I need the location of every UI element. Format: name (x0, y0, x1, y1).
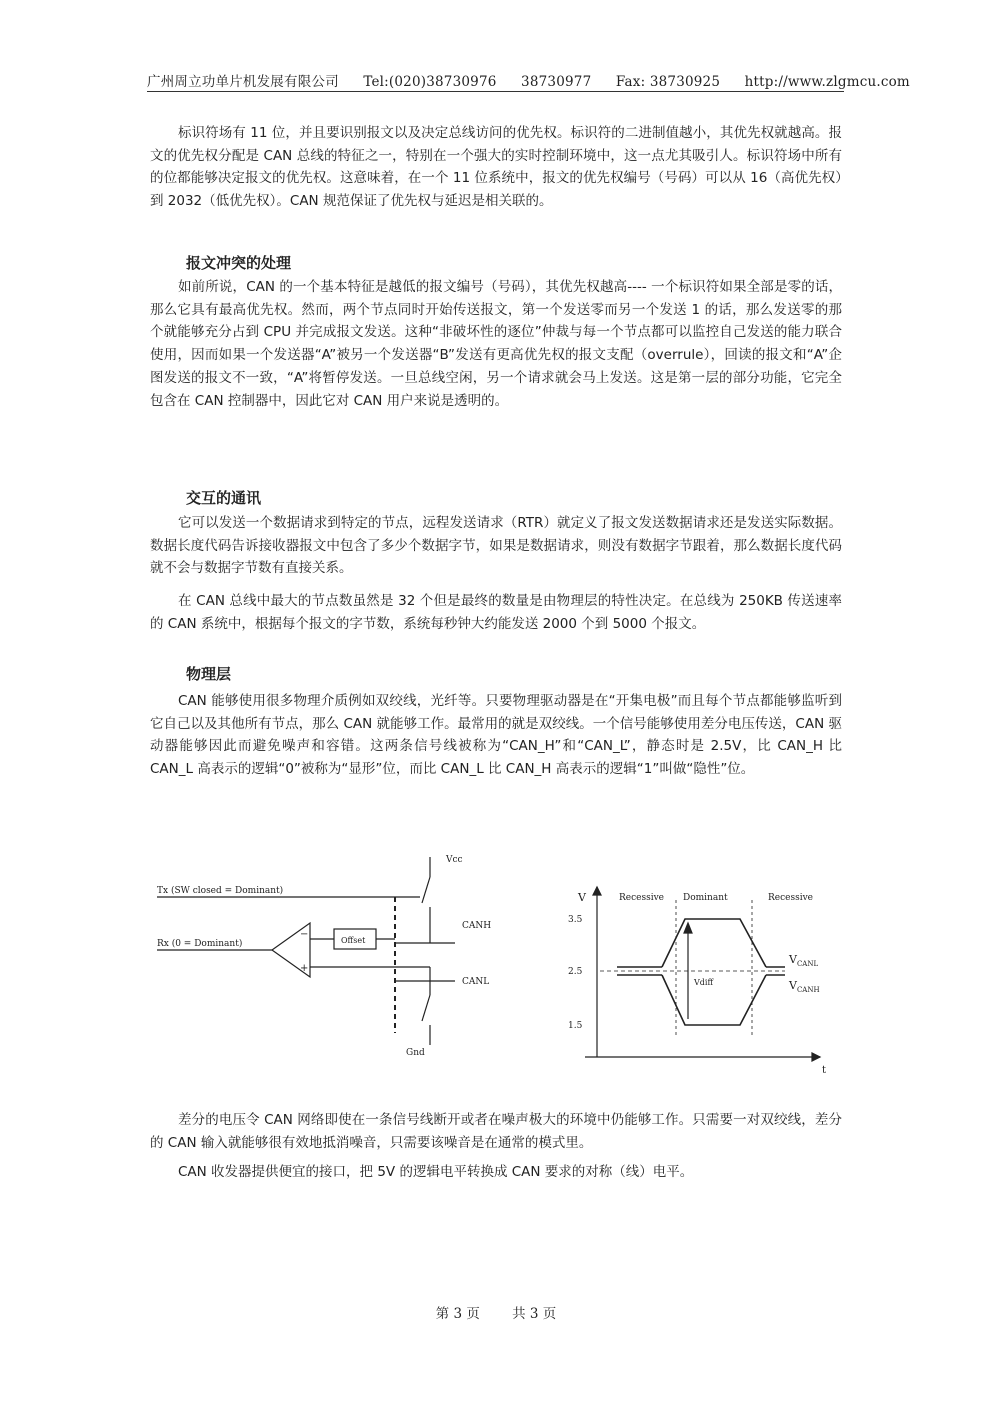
page-number: 第 3 页 (435, 1306, 480, 1322)
vcanh-label: $V_{CANH}$ (789, 979, 820, 994)
intro-paragraph: 标识符场有 11 位，并且要识别报文以及决定总线访问的优先权。标识符的二进制值越小，其优先权就越高。报文的优先权分配是 CAN 总线的特征之一，特别在一个强大的实时控制环境中，这一点尤其吸引人。标识符场中所有的位都能够决定报文的优先权。这意味着，在一个 11 位系统中，报文的优先权编号（号码）可以从 16（高优先权）到 2032（低优先权）。CAN 规范保证了优先权与延迟是相关联的。 (150, 125, 842, 210)
y-axis-label: V (578, 891, 586, 904)
physical-paragraph: CAN 能够使用很多物理介质例如双绞线，光纤等。只要物理驱动器是在“开集电极”而且每个节点都能够监听到它自己以及其他所有节点，那么 CAN 就能够工作。最常用的就是双绞线。一个信号能够使用差分电压传送，CAN 驱动器能够因此而避免噪声和容错。这两条信号线被称为“CAN_H”和“CAN_L”，静态时是 2.5V，比 CAN_H 比 CAN_L 高表示的逻辑“0”被称为“显形”位，而比 CAN_L 比 CAN_H 高表示的逻辑“1”叫做“隐性”位。 (150, 693, 842, 778)
vdiff-label: Vdiff (694, 978, 714, 987)
y-tick-2-5: 2.5 (568, 967, 583, 977)
waveform-chart (585, 887, 820, 1061)
phase-recessive-left: Recessive (619, 893, 664, 903)
header-divider (147, 91, 844, 92)
comparator-plus: + (300, 963, 309, 974)
canl-label: CANL (462, 977, 490, 987)
vcanl-label: $V_{CANL}$ (789, 953, 819, 968)
phase-recessive-right: Recessive (768, 893, 813, 903)
section-title-interactive: 交互的通讯 (186, 489, 262, 507)
section-title-physical: 物理层 (186, 665, 232, 683)
y-tick-3-5: 3.5 (568, 915, 583, 925)
header-tel2: 38730977 (521, 74, 592, 90)
page-header (147, 70, 910, 90)
header-tel: Tel:(020)38730976 (363, 74, 497, 90)
can-bus-figure (0, 845, 992, 1085)
page-total: 共 3 页 (512, 1306, 557, 1322)
closing-paragraph-2: CAN 收发器提供便宜的接口，把 5V 的逻辑电平转换成 CAN 要求的对称（线）电平。 (178, 1164, 694, 1180)
rx-label: Rx (0 = Dominant) (157, 939, 243, 949)
interactive-paragraph-1: 它可以发送一个数据请求到特定的节点，远程发送请求（RTR）就定义了报文发送数据请求还是发送实际数据。数据长度代码告诉接收器报文中包含了多少个数据字节，如果是数据请求，则没有数据字节跟着，那么数据长度代码就不会与数据字节数有直接关系。 (150, 515, 842, 577)
comparator-minus: − (300, 929, 309, 940)
x-axis-label: t (822, 1065, 827, 1076)
vcc-label: Vcc (446, 855, 463, 865)
section-title-collision: 报文冲突的处理 (186, 254, 292, 272)
header-url: http://www.zlgmcu.com (744, 74, 910, 90)
header-fax: Fax: 38730925 (615, 74, 721, 90)
canh-label: CANH (462, 921, 492, 931)
offset-label: Offset (341, 936, 366, 945)
tx-label: Tx (SW closed = Dominant) (157, 886, 284, 896)
header-company: 广州周立功单片机发展有限公司 (147, 74, 339, 90)
y-tick-1-5: 1.5 (568, 1021, 583, 1031)
gnd-label: Gnd (406, 1048, 425, 1058)
page-footer (0, 1302, 992, 1322)
interactive-paragraph-2: 在 CAN 总线中最大的节点数虽然是 32 个但是最终的数量是由物理层的特性决定。在总线为 250KB 传送速率的 CAN 系统中，根据每个报文的字节数，系统每秒钟大约能发送 2000 个到 5000 个报文。 (150, 593, 842, 632)
collision-paragraph: 如前所说，CAN 的一个基本特征是越低的报文编号（号码），其优先权越高---- 一个标识符如果全部是零的话，那么它具有最高优先权。然而，两个节点同时开始传送报文，第一个发送零而另一个发送 1 的话，那么发送零的那个就能够充分占到 CPU 并完成报文发送。这种“非破坏性的逐位”仲裁与每一个节点都可以监控自己发送的能力联合使用，因而如果一个发送器“A”被另一个发送器“B”发送有更高优先权的报文支配（overrule），回读的报文和“A”企图发送的报文不一致，“A”将暂停发送。一旦总线空闲，另一个请求就会马上发送。这是第一层的部分功能，它完全包含在 CAN 控制器中，因此它对 CAN 用户来说是透明的。 (150, 279, 842, 409)
closing-paragraph-1: 差分的电压令 CAN 网络即使在一条信号线断开或者在噪声极大的环境中仍能够工作。只需要一对双绞线，差分的 CAN 输入就能够很有效地抵消噪音，只需要该噪音是在通常的模式里。 (150, 1112, 842, 1151)
phase-dominant: Dominant (683, 893, 728, 903)
